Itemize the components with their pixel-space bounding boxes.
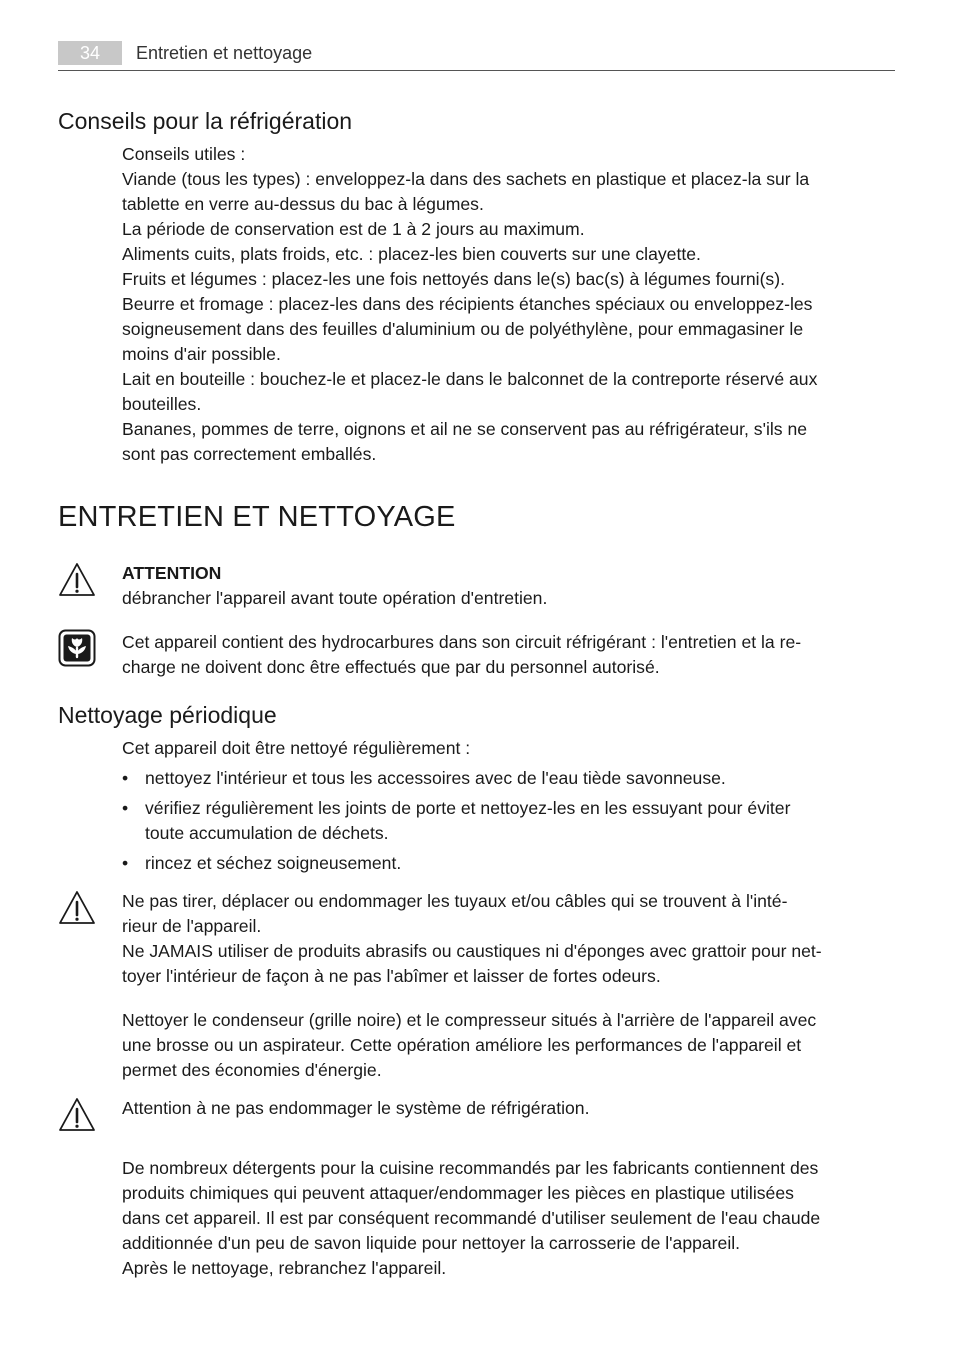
attention-block	[122, 561, 897, 611]
tips-line: La période de conservation est de 1 à 2 jours au maximum.	[122, 219, 585, 239]
tips-line: Fruits et légumes : placez-les une fois nettoyés dans le(s) bac(s) à légumes fourni(s).	[122, 269, 785, 289]
tips-line: Conseils utiles :	[122, 144, 246, 164]
warning-triangle-icon	[58, 561, 96, 599]
detergent-line: dans cet appareil. Il est par conséquent recommandé d'utiliser seulement de l'eau chaude	[122, 1208, 821, 1228]
list-item	[145, 766, 897, 791]
tips-text	[122, 142, 897, 467]
tips-line: Bananes, pommes de terre, oignons et ail ne se conservent pas au réfrigérateur, s'ils ne	[122, 419, 808, 439]
condenser-line: une brosse ou un aspirateur. Cette opération améliore les performances de l'appareil et	[122, 1035, 802, 1055]
bullet-marker: •	[122, 798, 129, 818]
detergent-line: produits chimiques qui peuvent attaquer/endommager les pièces en plastique utilisées	[122, 1183, 794, 1203]
page-number: 34	[58, 41, 122, 65]
list-item-line: vérifiez régulièrement les joints de porte et nettoyez-les en les essuyant pour éviter	[145, 798, 791, 818]
tips-line: sont pas correctement emballés.	[122, 444, 377, 464]
tips-line: Lait en bouteille : bouchez-le et placez-le dans le balconnet de la contreporte réservé aux	[122, 369, 818, 389]
list-item	[145, 851, 897, 876]
header-rule	[58, 70, 895, 71]
warning-line: toyer l'intérieur de façon à ne pas l'abîmer et laisser de fortes odeurs.	[122, 966, 661, 986]
warning-triangle-icon	[58, 1096, 96, 1134]
warning-triangle-icon	[58, 889, 96, 927]
environment-text	[122, 630, 897, 680]
tips-line: Viande (tous les types) : enveloppez-la dans des sachets en plastique et placez-la sur la	[122, 169, 810, 189]
condenser-line: Nettoyer le condenseur (grille noire) et le compresseur situés à l'arrière de l'appareil avec	[122, 1010, 817, 1030]
detergent-line: Après le nettoyage, rebranchez l'appareil.	[122, 1258, 447, 1278]
periodic-heading: Nettoyage périodique	[58, 702, 277, 728]
warning-line: rieur de l'appareil.	[122, 916, 262, 936]
detergent-line: additionnée d'un peu de savon liquide pour nettoyer la carrosserie de l'appareil.	[122, 1233, 741, 1253]
tips-line: soigneusement dans des feuilles d'aluminium ou de polyéthylène, pour emmagasiner le	[122, 319, 804, 339]
periodic-intro: Cet appareil doit être nettoyé régulièrement :	[122, 738, 471, 758]
attention-text: débrancher l'appareil avant toute opération d'entretien.	[122, 588, 548, 608]
environment-line: charge ne doivent donc être effectués que par du personnel autorisé.	[122, 657, 660, 677]
condenser-paragraph	[122, 1008, 897, 1083]
tips-heading: Conseils pour la réfrigération	[58, 108, 353, 134]
tips-line: tablette en verre au-dessus du bac à légumes.	[122, 194, 484, 214]
warning-text-2: Attention à ne pas endommager le système de réfrigération.	[122, 1098, 590, 1118]
list-item-line: rincez et séchez soigneusement.	[145, 853, 402, 873]
attention-title: ATTENTION	[122, 563, 222, 583]
environment-line: Cet appareil contient des hydrocarbures dans son circuit réfrigérant : l'entretien et la re-	[122, 632, 802, 652]
environment-flower-icon	[58, 629, 96, 667]
warning-text-1	[122, 889, 897, 989]
detergent-line: De nombreux détergents pour la cuisine recommandés par les fabricants contiennent des	[122, 1158, 819, 1178]
detergent-paragraph	[122, 1156, 897, 1281]
bullet-marker: •	[122, 853, 129, 873]
bullet-marker: •	[122, 768, 129, 788]
warning-line: Ne pas tirer, déplacer ou endommager les tuyaux et/ou câbles qui se trouvent à l'inté-	[122, 891, 788, 911]
tips-line: Beurre et fromage : placez-les dans des récipients étanches spéciaux ou enveloppez-les	[122, 294, 813, 314]
tips-line: moins d'air possible.	[122, 344, 281, 364]
list-item-line: toute accumulation de déchets.	[145, 823, 389, 843]
tips-line: bouteilles.	[122, 394, 202, 414]
running-title: Entretien et nettoyage	[136, 43, 313, 63]
main-title: ENTRETIEN ET NETTOYAGE	[58, 501, 456, 533]
condenser-line: permet des économies d'énergie.	[122, 1060, 382, 1080]
list-item	[145, 796, 897, 846]
tips-line: Aliments cuits, plats froids, etc. : placez-les bien couverts sur une clayette.	[122, 244, 701, 264]
warning-line: Ne JAMAIS utiliser de produits abrasifs ou caustiques ni d'éponges avec grattoir pour net-	[122, 941, 822, 961]
list-item-line: nettoyez l'intérieur et tous les accessoires avec de l'eau tiède savonneuse.	[145, 768, 726, 788]
